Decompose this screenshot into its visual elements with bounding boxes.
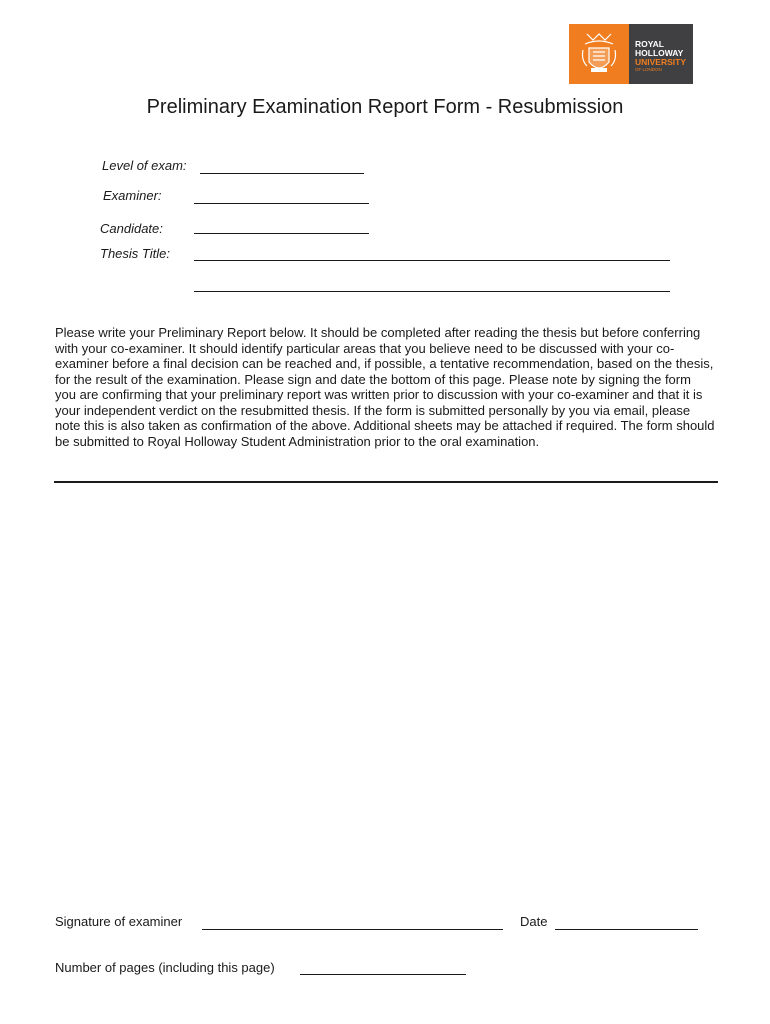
thesis-title-label: Thesis Title: bbox=[100, 246, 170, 261]
candidate-field[interactable] bbox=[194, 233, 369, 234]
date-field[interactable] bbox=[555, 929, 698, 930]
examiner-label: Examiner: bbox=[103, 188, 162, 203]
page-title: Preliminary Examination Report Form - Resubmission bbox=[146, 96, 624, 118]
logo-line-of-london: OF LONDON bbox=[635, 67, 662, 72]
thesis-title-field-line-1[interactable] bbox=[194, 260, 670, 261]
instructions-paragraph: Please write your Preliminary Report below. It should be completed after reading the thesis but before conferring with your co-examiner. It should identify particular areas that you believe need to be discussed with your co-examiner before a final decision can be reached and, if possible, a tentative recommendation, based on the thesis, for the result of the examination. Please sign and date the bottom of this page. Please note by signing the form you are confirming that your preliminary report was written prior to discussion with your co-examiner and that it is your independent verdict on the resubmitted thesis. If the form is submitted personally by you via email, please note this is also taken as confirmation of the above. Additional sheets may be attached if required. The form should be submitted to Royal Holloway Student Administration prior to the oral examination. bbox=[55, 325, 715, 449]
examiner-field[interactable] bbox=[194, 203, 369, 204]
logo-line-royal: ROYAL bbox=[635, 39, 664, 49]
logo-line-holloway: HOLLOWAY bbox=[635, 48, 684, 58]
logo-wordmark bbox=[629, 24, 693, 84]
number-of-pages-field[interactable] bbox=[300, 974, 466, 975]
signature-label: Signature of examiner bbox=[55, 914, 183, 929]
signature-field[interactable] bbox=[202, 929, 503, 930]
section-divider bbox=[54, 481, 718, 483]
thesis-title-field-line-2[interactable] bbox=[194, 291, 670, 292]
university-crest-icon bbox=[569, 24, 629, 84]
number-of-pages-label: Number of pages (including this page) bbox=[55, 960, 275, 975]
level-of-exam-field[interactable] bbox=[200, 173, 364, 174]
level-of-exam-label: Level of exam: bbox=[102, 158, 187, 173]
royal-holloway-logo bbox=[569, 24, 693, 84]
logo-line-university: UNIVERSITY bbox=[635, 57, 687, 67]
candidate-label: Candidate: bbox=[100, 221, 163, 236]
report-writing-area[interactable] bbox=[54, 486, 718, 906]
date-label: Date bbox=[520, 914, 548, 929]
